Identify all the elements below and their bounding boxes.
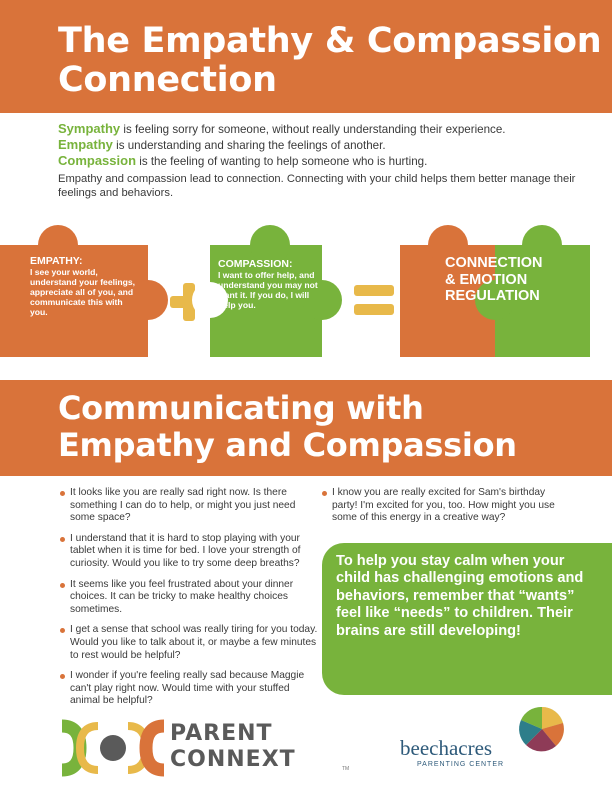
intro-paragraph: Empathy and compassion lead to connection. Connecting with your child helps them better manage their feelings and behaviors.	[58, 173, 576, 199]
definition-sympathy	[58, 121, 578, 137]
term-compassion: Compassion	[58, 153, 137, 169]
compassion-title: COMPASSION:	[218, 258, 293, 270]
page-title	[58, 22, 601, 100]
callout-text: To help you stay calm when your child has challenging emotions and behaviors, remember that “wants” feel like “needs” to children. Their brains are still developing!	[336, 553, 584, 639]
parent-connext-logo	[58, 718, 358, 778]
definition-text: is feeling sorry for someone, without really understanding their experience.	[120, 123, 506, 136]
list-item-text: It seems like you feel frustrated about your dinner choices. It can be tricky to make healthy choices sometimes.	[70, 578, 294, 615]
bullet-icon	[60, 628, 65, 633]
examples-list-right	[322, 487, 562, 533]
logo-text-connext: CONNEXT	[170, 747, 296, 772]
bullet-icon	[60, 491, 65, 496]
bullet-icon	[60, 583, 65, 588]
title-line-1: The Empathy & Compassion	[58, 21, 602, 61]
definition-text: is the feeling of wanting to help someone who is hurting.	[136, 155, 428, 169]
section-title	[58, 390, 517, 464]
bullet-icon	[60, 537, 65, 542]
parent-connext-mark-icon	[58, 718, 168, 778]
connection-text	[445, 255, 542, 305]
beech-acres-subtitle: PARENTING CENTER	[417, 761, 505, 768]
connection-line-2: & EMOTION	[445, 271, 528, 288]
definition-compassion	[58, 153, 578, 169]
compassion-text	[218, 258, 318, 310]
definitions	[58, 121, 578, 170]
empathy-body: I see your world, understand your feelings, appreciate all of you, and communicate this with you.	[30, 267, 136, 317]
term-sympathy: Sympathy	[58, 121, 121, 136]
definition-empathy	[58, 137, 578, 153]
header-banner	[0, 0, 612, 113]
list-item-text: I wonder if you're feeling really sad because Maggie can't play right now. Would time with your stuffed animal be helpful?	[70, 670, 305, 707]
examples-list-left	[60, 487, 318, 716]
beech-acres-logo-text: beechacres	[400, 736, 493, 760]
definition-text: is understanding and sharing the feelings of another.	[112, 139, 386, 153]
list-item	[60, 624, 318, 662]
connection-line-3: REGULATION	[445, 288, 540, 304]
logo-text-parent: PARENT	[170, 721, 273, 746]
compassion-body: I want to offer help, and understand you may not want it. If you do, I will help you.	[218, 270, 318, 310]
empathy-title: EMPATHY:	[30, 255, 83, 267]
trademark-label: TM	[342, 766, 350, 772]
list-item-text: It looks like you are really sad right now. Is there something I can do to help, or might you just need some space?	[70, 487, 296, 524]
term-empathy: Empathy	[58, 137, 113, 153]
equals-icon	[354, 285, 394, 315]
beech-acres-mark-icon	[512, 704, 572, 754]
bullet-icon	[322, 491, 327, 496]
list-item-text: I get a sense that school was really tiring for you today. Would you like to talk about it, or maybe a few minutes to rest would be helpful?	[70, 624, 318, 661]
callout-box	[322, 543, 612, 695]
title-line-2: Connection	[58, 60, 277, 100]
bullet-icon	[60, 674, 65, 679]
connection-line-1: CONNECTION	[445, 255, 543, 271]
section-title-line-1: Communicating with	[58, 389, 424, 427]
list-item	[60, 579, 318, 617]
list-item	[60, 533, 318, 571]
empathy-text	[30, 255, 140, 317]
section-banner	[0, 380, 612, 476]
list-item-text: I know you are really excited for Sam's birthday party! I'm excited for you, too. How might you use some of this energy in a creative way?	[332, 487, 555, 524]
list-item	[60, 670, 318, 708]
list-item-text: I understand that it is hard to stop playing with your tablet when it is time for bed. I love your strength of curiosity. Would you like to try some deep breaths?	[70, 532, 301, 569]
list-item	[60, 487, 318, 525]
list-item	[322, 487, 562, 525]
section-title-line-2: Empathy and Compassion	[58, 426, 517, 464]
